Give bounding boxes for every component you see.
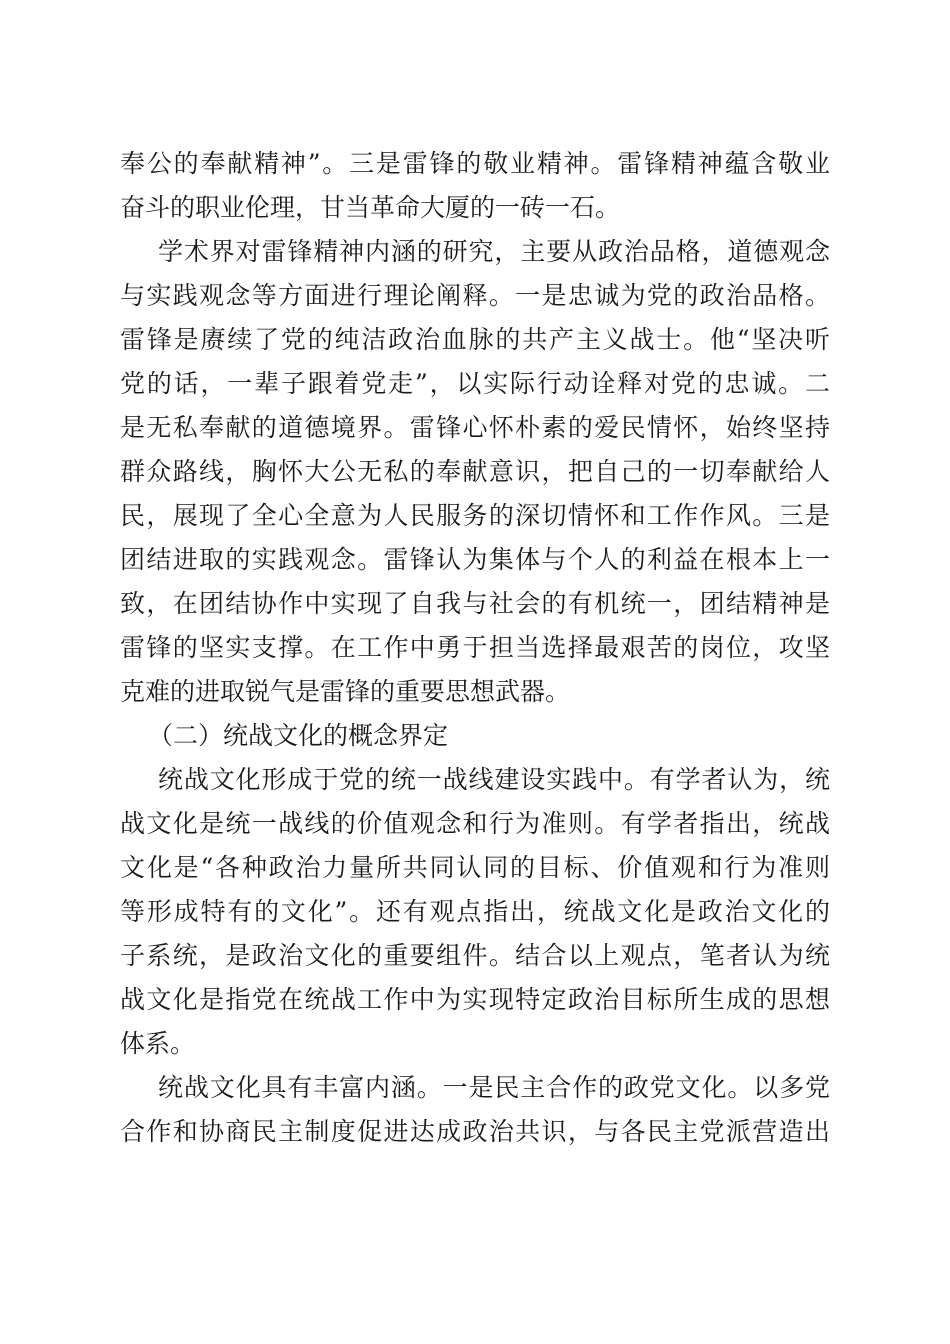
text-line: 奋斗的职业伦理，甘当革命大厦的一砖一石。 [120,193,621,222]
paragraph-start-line: 统战文化具有丰富内涵。一是民主合作的政党文化。以多党 [158,1073,830,1102]
text-line: 体系。 [120,1029,196,1058]
text-line: 是无私奉献的道德境界。雷锋心怀朴素的爱民情怀，始终坚持 [120,413,830,442]
section-heading: （二）统战文化的概念界定 [148,721,449,750]
text-line: 党的话，一辈子跟着党走”，以实际行动诠释对党的忠诚。二 [120,369,830,398]
paragraph-start-line: 统战文化形成于党的统一战线建设实践中。有学者认为，统 [158,765,830,794]
text-line: 战文化是指党在统战工作中为实现特定政治目标所生成的思想 [120,985,830,1014]
text-line: 合作和协商民主制度促进达成政治共识，与各民主党派营造出 [120,1117,830,1146]
paragraph-start-line: 学术界对雷锋精神内涵的研究，主要从政治品格，道德观念 [158,237,830,266]
text-line: 群众路线，胸怀大公无私的奉献意识，把自己的一切奉献给人 [120,457,830,486]
text-line: 克难的进取锐气是雷锋的重要思想武器。 [120,677,571,706]
text-line: 团结进取的实践观念。雷锋认为集体与个人的利益在根本上一 [120,545,830,574]
text-line: 民，展现了全心全意为人民服务的深切情怀和工作作风。三是 [120,501,830,530]
text-line: 雷锋的坚实支撑。在工作中勇于担当选择最艰苦的岗位，攻坚 [120,633,830,662]
text-line: 雷锋是赓续了党的纯洁政治血脉的共产主义战士。他“坚决听 [120,325,830,354]
text-line: 奉公的奉献精神”。三是雷锋的敬业精神。雷锋精神蕴含敬业 [120,149,830,178]
text-line: 等形成特有的文化”。还有观点指出，统战文化是政治文化的 [120,897,830,926]
text-line: 致，在团结协作中实现了自我与社会的有机统一，团结精神是 [120,589,830,618]
text-line: 文化是“各种政治力量所共同认同的目标、价值观和行为准则 [120,853,830,882]
text-line: 子系统，是政治文化的重要组件。结合以上观点，笔者认为统 [120,941,830,970]
text-line: 战文化是统一战线的价值观念和行为准则。有学者指出，统战 [120,809,830,838]
text-line: 与实践观念等方面进行理论阐释。一是忠诚为党的政治品格。 [120,281,830,310]
